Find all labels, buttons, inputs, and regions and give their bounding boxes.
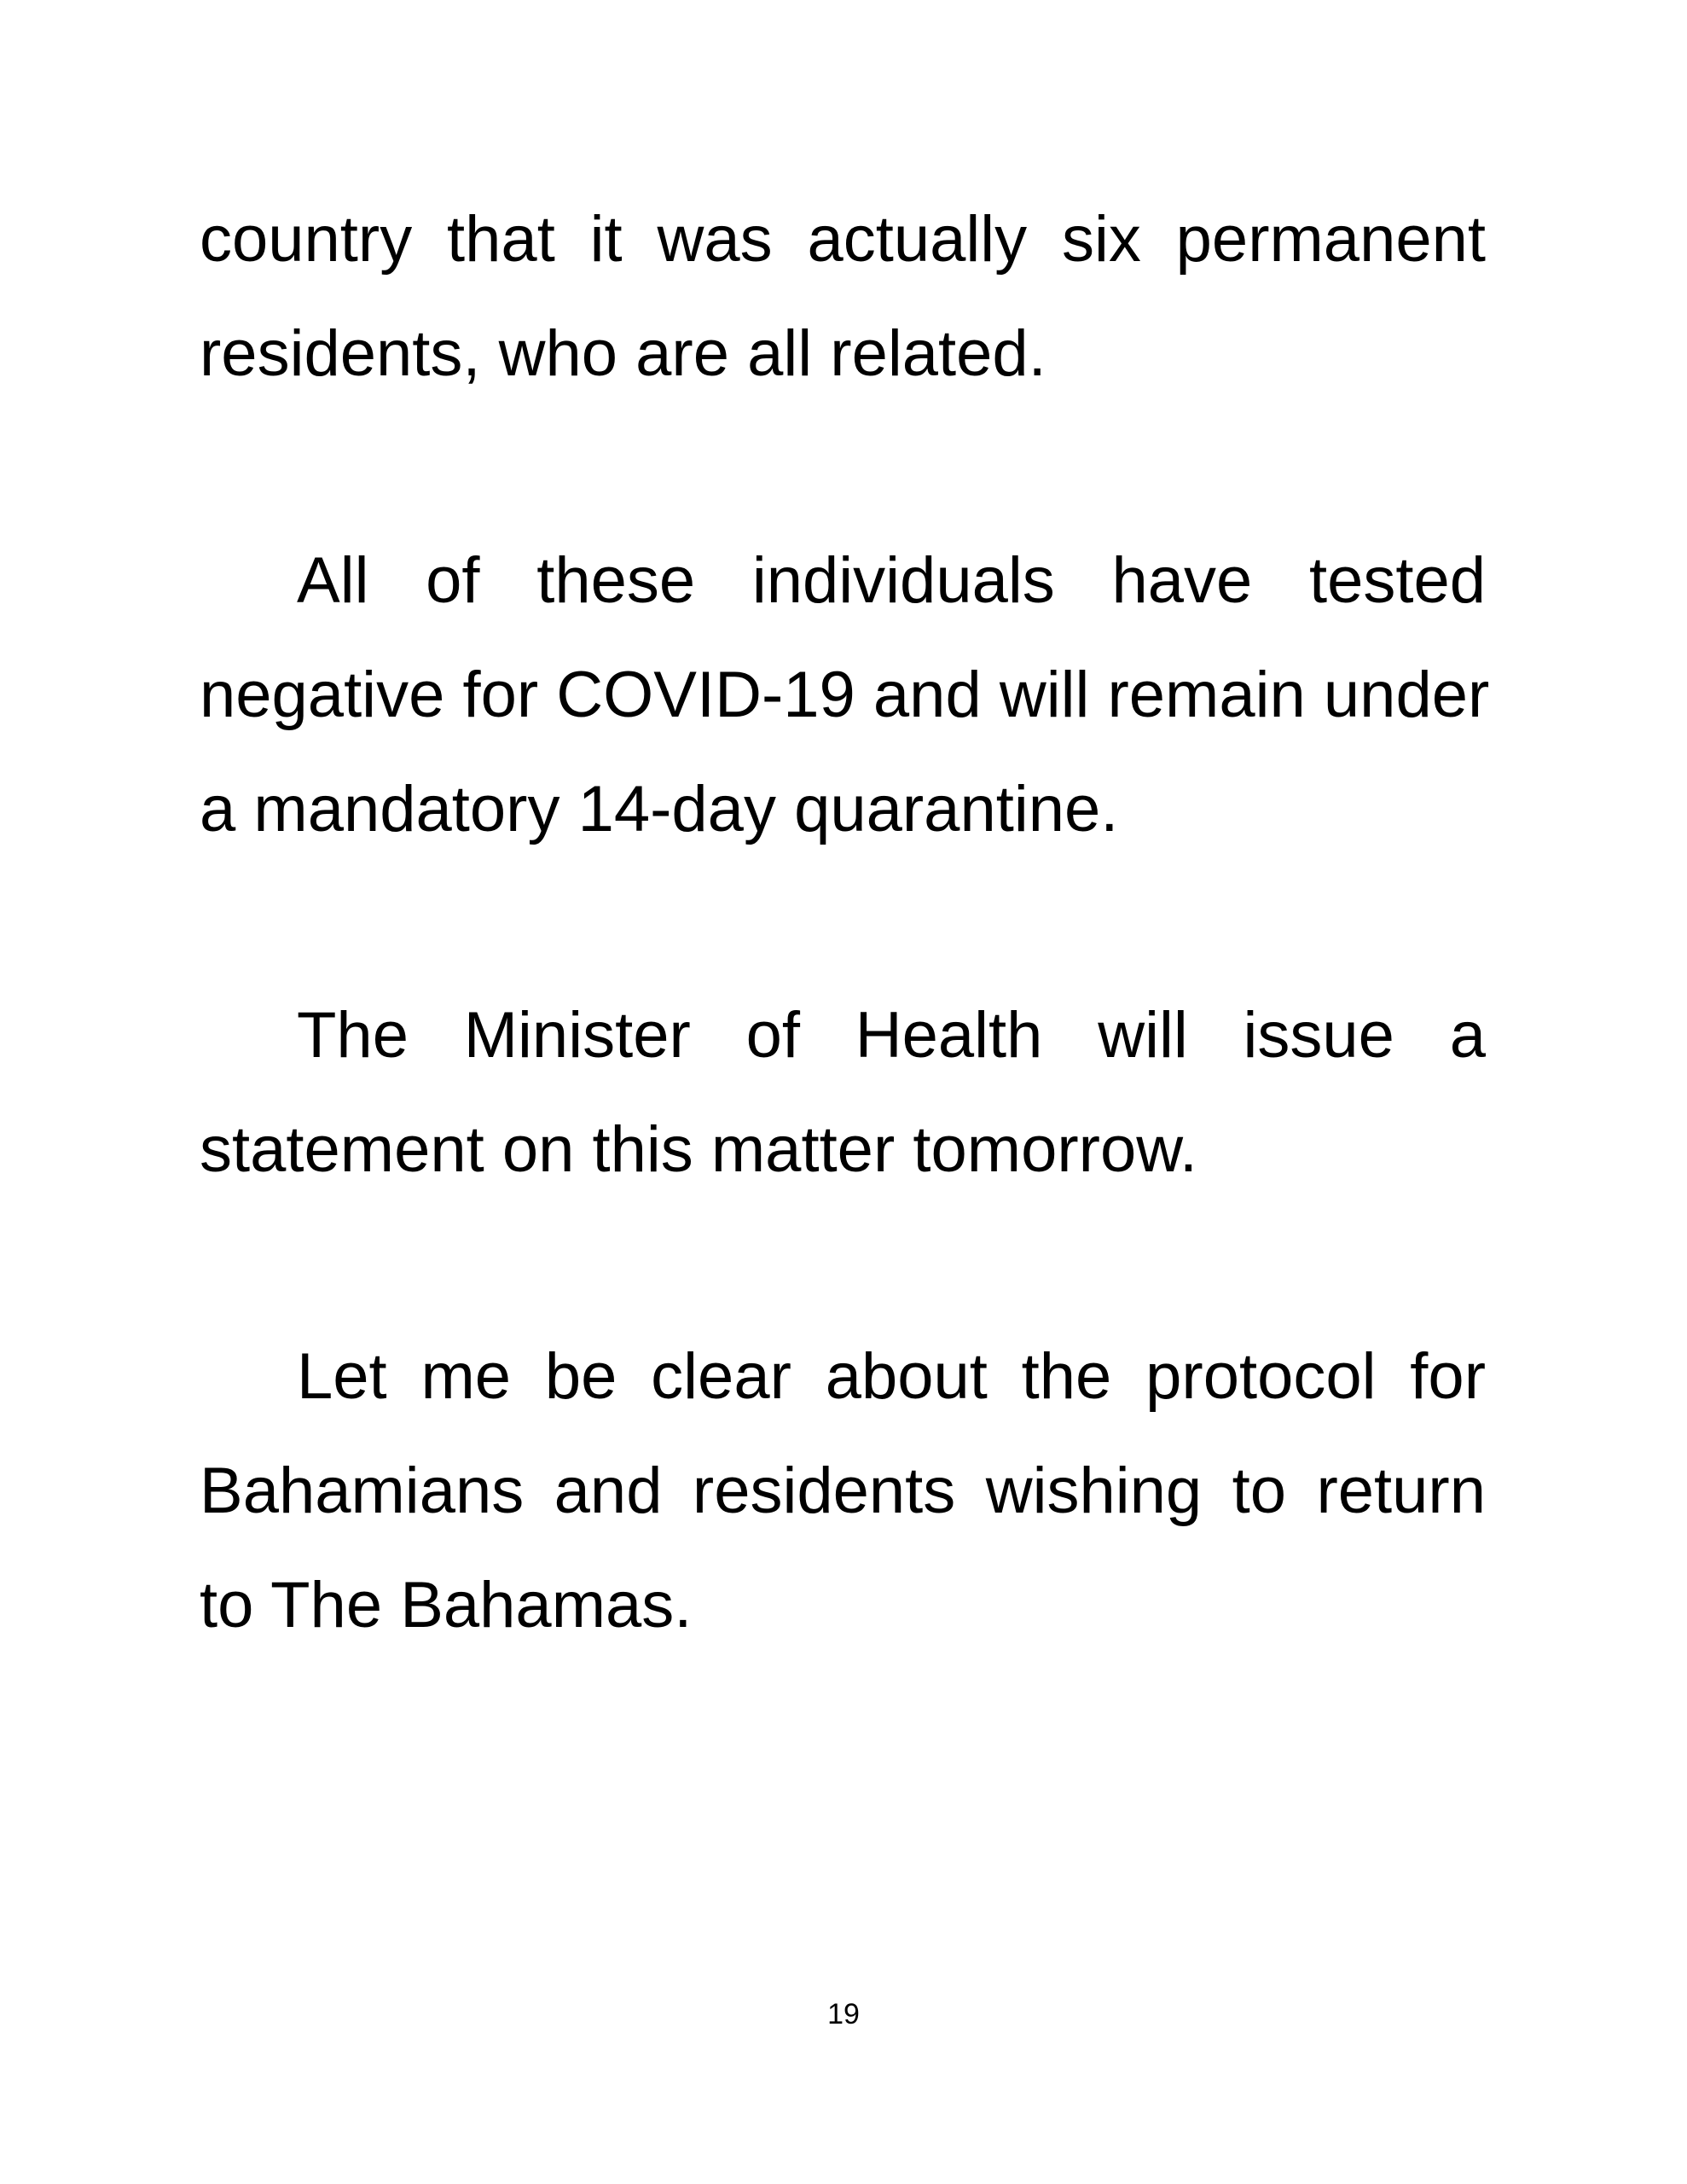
paragraph-line: Let me be clear about the protocol for: [297, 1340, 1486, 1413]
paragraph-line: a mandatory 14-day quarantine.: [200, 773, 1119, 845]
paragraph-4: [200, 1320, 1486, 1663]
paragraph-2: [200, 524, 1490, 867]
page-number: 19: [827, 1998, 860, 2030]
paragraph-line: negative for COVID-19 and will remain under: [200, 659, 1490, 731]
paragraph-line: All of these individuals have tested: [297, 544, 1486, 617]
paragraph-1: [200, 183, 1486, 411]
paragraph-3: [200, 979, 1486, 1207]
paragraph-line: to The Bahamas.: [200, 1569, 693, 1641]
paragraph-line: residents, who are all related.: [200, 317, 1046, 390]
paragraph-line: country that it was actually six permanent: [200, 203, 1486, 276]
paragraph-line: statement on this matter tomorrow.: [200, 1113, 1198, 1186]
paragraph-line: Bahamians and residents wishing to return: [200, 1455, 1486, 1527]
paragraph-line: The Minister of Health will issue a: [297, 999, 1486, 1072]
